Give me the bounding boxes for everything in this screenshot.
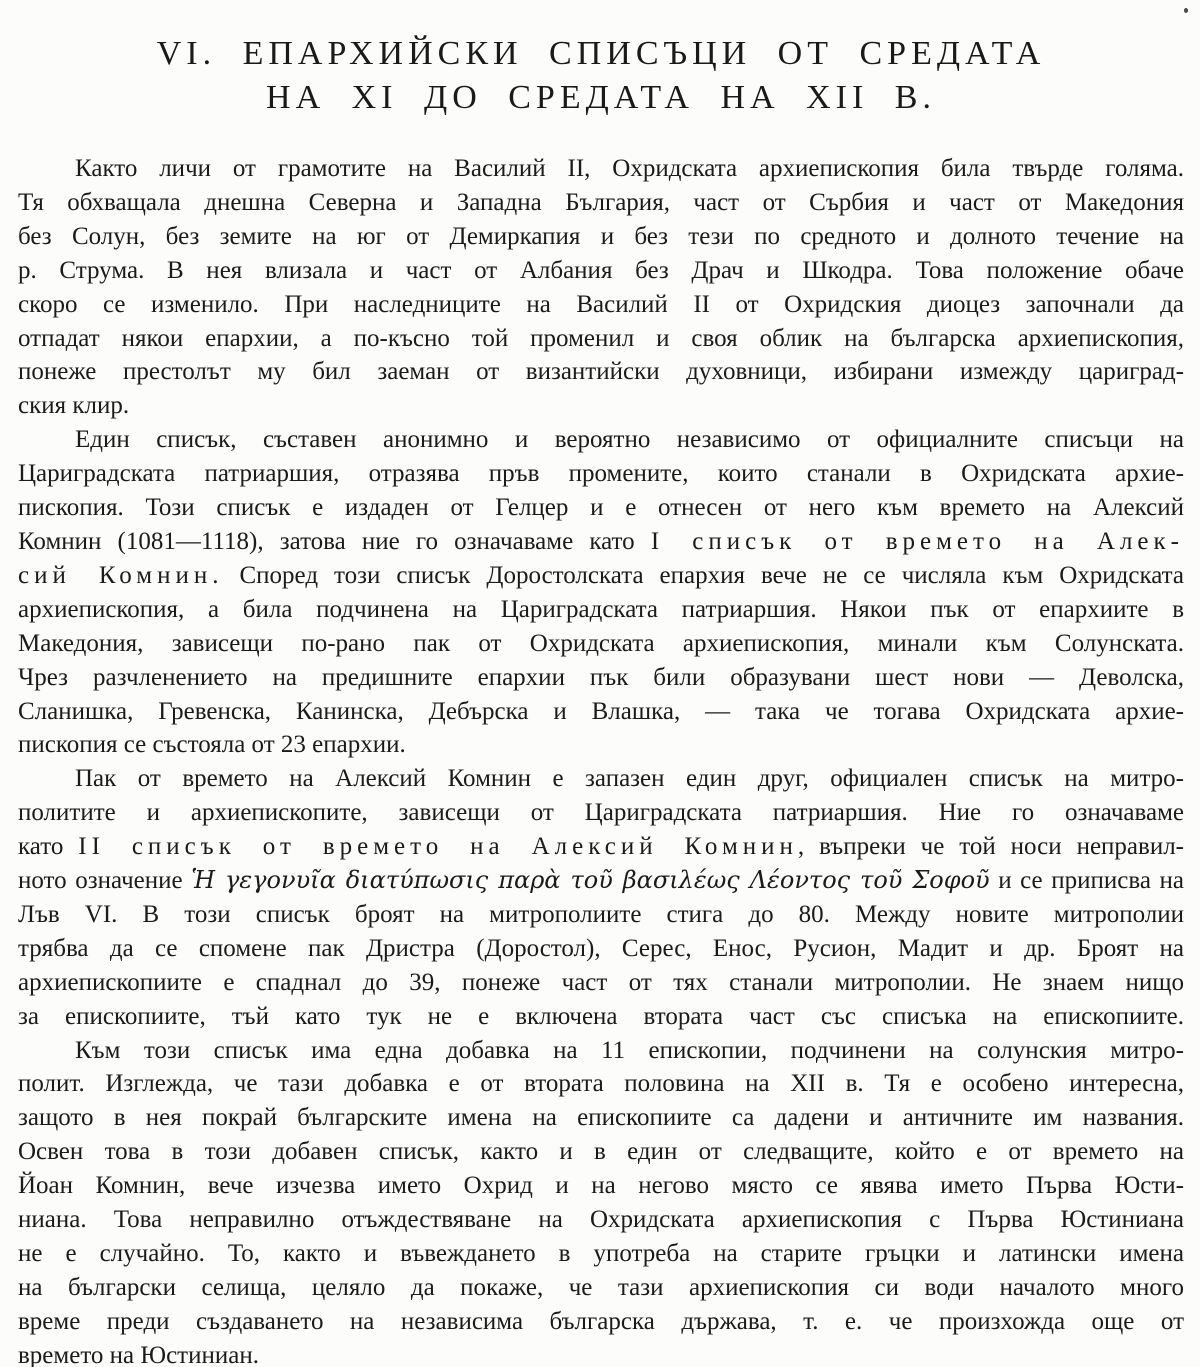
text-line xyxy=(18,966,1184,1000)
text-line xyxy=(18,695,1184,729)
text-run: Лъв VI. В този списък броят на митрополиите стига до 80. Между новите митрополии xyxy=(18,900,1184,928)
text-run: за епископиите, тъй като тук не е включена втората част със списъка на епископиите. xyxy=(18,1002,1184,1030)
text-run: Сланишка, Гревенска, Канинска, Дебърска и Влашка, — така че тогава Охридската архие- xyxy=(18,697,1184,725)
text-run: Цариградската патриаршия, отразява пръв промените, които станали в Охридската архие- xyxy=(18,460,1184,488)
paragraph xyxy=(18,152,1184,423)
title-line-1: VI. ЕПАРХИЙСКИ СПИСЪЦИ ОТ СРЕДАТА xyxy=(156,35,1046,72)
text-run: пископия. Този списък е издаден от Гелцер и е отнесен от него към времето на Алексий xyxy=(18,494,1184,522)
text-run: ниана. Това неправилно отъждествяване на Охридската архиепископия с Първа Юстиниана xyxy=(18,1206,1184,1234)
text-run: Към този списък има една добавка на 11 епископии, подчинени на солунския митро- xyxy=(75,1036,1184,1064)
paragraph xyxy=(18,762,1184,1033)
text-line xyxy=(18,355,1184,389)
text-line xyxy=(18,830,1184,864)
text-run: , въпреки че той носи неправил- xyxy=(797,833,1184,861)
paragraph xyxy=(18,423,1184,762)
text-line xyxy=(18,593,1184,627)
text-run: Както личи от грамотите на Василий II, Охридската архиепископия била твърде голяма. xyxy=(75,155,1184,182)
text-run: Пак от времето на Алексий Комнин е запазен един друг, официален списък на митро- xyxy=(75,765,1184,793)
emphasized-spaced-text: сий Комнин. xyxy=(18,561,224,589)
text-line xyxy=(18,661,1184,695)
scan-speck-artifact xyxy=(1184,8,1188,13)
text-run: като xyxy=(18,833,79,861)
text-run: архиепископия, а била подчинена на Цариградската патриаршия. Някои пък от епархиите в xyxy=(18,595,1184,623)
text-line xyxy=(18,457,1184,491)
text-run: пископия се състояла от 23 епархии. xyxy=(18,731,406,759)
text-line xyxy=(18,1339,1184,1367)
text-run: скоро се изменило. При наследниците на Василий II от Охридския диоцез започнали да xyxy=(18,290,1184,318)
text-run: Македония, зависещи по-рано пак от Охридската архиепископия, минали към Солунската. xyxy=(18,629,1184,657)
text-line xyxy=(18,1101,1184,1135)
text-run: Един списък, съставен анонимно и вероятно независимо от официалните списъци на xyxy=(75,426,1184,454)
text-run: понеже престолът му бил заеман от византийски духовници, избирани измежду цариград- xyxy=(18,358,1184,386)
text-line xyxy=(18,1305,1184,1339)
text-line xyxy=(18,796,1184,830)
text-run: Освен това в този добавен списък, както и в един от следващите, който е от времето на xyxy=(18,1138,1184,1166)
text-run: полит. Изглежда, че тази добавка е от втората половина на XII в. Тя е особено интересна, xyxy=(18,1070,1184,1098)
text-run: ския клир. xyxy=(18,392,130,420)
text-run: Йоан Комнин, вече изчезва името Охрид и на негово място се явява името Първа Юсти- xyxy=(18,1172,1184,1200)
text-run: на български селища, целяло да покаже, че тази архиепископия си води началото много xyxy=(18,1273,1184,1301)
text-run: не е случайно. То, както и въвеждането в употреба на старите гръцки и латински имена xyxy=(18,1240,1184,1267)
text-line xyxy=(18,762,1184,796)
text-line xyxy=(18,1169,1184,1203)
text-run: отпадат някои епархии, а по-късно той променил и своя облик на българска архиепископия, xyxy=(18,324,1184,352)
text-line xyxy=(18,389,1184,423)
text-line xyxy=(18,220,1184,254)
text-run: и се приписва на xyxy=(989,867,1184,895)
text-run: времето на Юстиниан. xyxy=(18,1341,259,1367)
text-line xyxy=(18,1203,1184,1237)
text-line xyxy=(18,186,1184,220)
text-line xyxy=(18,322,1184,356)
text-line xyxy=(18,1135,1184,1169)
text-run: политите и архиепископите, зависещи от Цариградската патриаршия. Ние го означаваме xyxy=(18,799,1184,827)
emphasized-spaced-text: I списък от времето на Алек- xyxy=(650,527,1184,555)
text-run: Чрез разчленението на предишните епархии пък били образувани шест нови — Деволска, xyxy=(18,663,1184,691)
document-body xyxy=(18,152,1184,1367)
text-line xyxy=(18,1000,1184,1034)
text-line xyxy=(18,288,1184,322)
text-run: ното означение xyxy=(18,867,192,895)
emphasized-spaced-text: II списък от времето на Алексий Комнин xyxy=(78,833,798,861)
text-line xyxy=(18,898,1184,932)
text-line xyxy=(18,627,1184,661)
text-run: време преди създаването на независима българска държава, т. е. че произхожда още от xyxy=(18,1307,1184,1335)
paragraph xyxy=(18,1034,1184,1367)
title-line-2: НА XI ДО СРЕДАТА НА XII В. xyxy=(266,79,936,116)
text-line xyxy=(18,254,1184,288)
text-line xyxy=(18,1067,1184,1101)
text-line xyxy=(18,1271,1184,1305)
text-line xyxy=(18,728,1184,762)
text-line xyxy=(18,423,1184,457)
page-title xyxy=(18,32,1184,120)
text-run: Тя обхващала днешна Северна и Западна България, част от Сърбия и част от Македония xyxy=(18,188,1184,216)
text-run: без Солун, без земите на юг от Демиркапия и без тези по средното и долното течение на xyxy=(18,222,1184,250)
text-run: Комнин (1081—1118), затова ние го означаваме като xyxy=(18,527,651,555)
text-run: р. Струма. В нея влизала и част от Албания без Драч и Шкодра. Това положение обаче xyxy=(18,256,1184,284)
text-line xyxy=(18,491,1184,525)
text-line xyxy=(18,525,1184,559)
text-run: архиепископиите е спаднал до 39, понеже част от тях станали митрополии. Не знаем нищо xyxy=(18,968,1184,996)
greek-phrase: Ἡ γεγονυῖα διατύπωσις παρὰ τοῦ βασιλέως Λέοντος τοῦ Σοφοῦ xyxy=(191,866,990,895)
text-line xyxy=(18,864,1184,898)
text-line xyxy=(18,152,1184,186)
text-line xyxy=(18,1034,1184,1068)
text-line xyxy=(18,932,1184,966)
text-line xyxy=(18,1237,1184,1271)
text-line xyxy=(18,559,1184,593)
text-run: защото в нея покрай българските имена на епископиите са дадени и античните им названия. xyxy=(18,1104,1184,1132)
text-run: Според този списък Доростолската епархия вече не се числяла към Охридската xyxy=(223,561,1184,589)
text-run: трябва да се спомене пак Дристра (Доростол), Серес, Енос, Русион, Мадит и др. Броят на xyxy=(18,934,1184,962)
